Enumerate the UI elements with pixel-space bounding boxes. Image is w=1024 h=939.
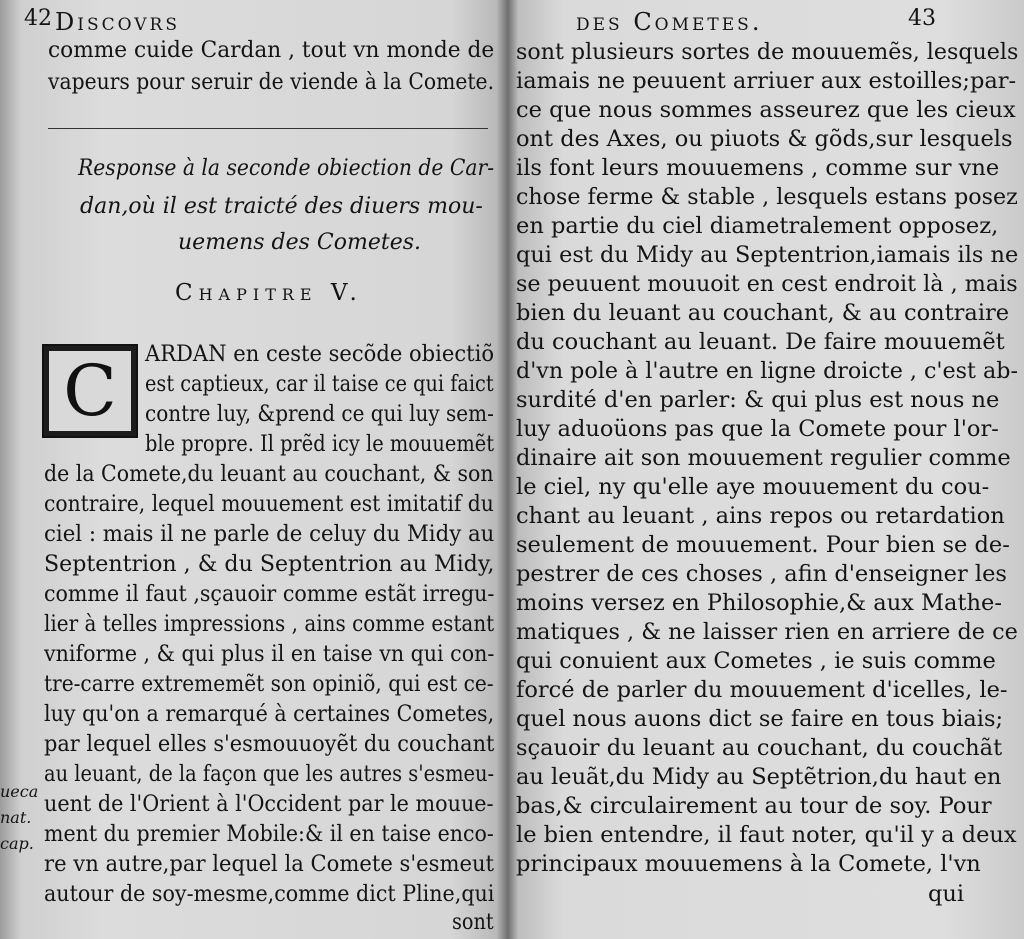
text-line: qui est du Midy au Septentrion,iamais ils ne	[516, 242, 1019, 268]
text-line: bas,& circulairement au tour de soy. Pour	[516, 793, 992, 819]
text-line: autour de soy-mesme,comme dict Pline,qui	[44, 881, 495, 907]
initial-letter: C	[49, 351, 131, 431]
running-head: des Cometes.	[576, 8, 763, 36]
catchword: sont	[452, 909, 494, 935]
right-page	[508, 0, 1024, 939]
text-line: vapeurs pour seruir de viende à la Comete.	[48, 69, 495, 95]
text-line: Septentrion , & du Septentrion au Midy,	[44, 551, 495, 577]
margin-note: nat.	[0, 808, 32, 827]
margin-note: cap.	[0, 834, 34, 853]
chapter-heading-line: dan,où il est traicté des diuers mou-	[80, 194, 483, 219]
text-line: matiques , & ne laisser rien en arriere de ce	[516, 619, 1018, 645]
text-line: quel nous auons dict se faire en tous biais;	[516, 706, 1004, 732]
section-rule	[48, 128, 488, 129]
left-page	[0, 0, 500, 939]
text-line: re vn autre,par lequel la Comete s'esmeut	[44, 851, 495, 877]
running-head: Discovrs	[55, 8, 180, 36]
text-line: chant au leuant , ains repos ou retardation	[516, 503, 1005, 529]
text-line: iamais ne peuuent arriuer aux estoilles;par-	[516, 68, 1017, 94]
text-line: tre-carre extrememẽt son opiniõ, qui est ce-	[44, 671, 494, 697]
text-line: luy qu'on a remarqué à certaines Cometes,	[44, 701, 495, 727]
text-line: surdité d'en parler: & qui plus est nous ne	[516, 387, 1000, 413]
text-line: par lequel elles s'esmouuoyẽt du couchant	[44, 731, 495, 757]
text-line: contraire, lequel mouuement est imitatif du	[44, 491, 494, 517]
text-line: qui conuient aux Cometes , ie suis comme	[516, 648, 996, 674]
text-line: moins versez en Philosophie,& aux Mathe-	[516, 590, 1002, 616]
text-line: ble propre. Il prẽd icy le mouuemẽt	[145, 431, 495, 457]
text-line: chose ferme & stable , lesquels estans posez	[516, 184, 1018, 210]
text-line: bien du leuant au couchant, & au contraire	[516, 300, 1010, 326]
text-line: uent de l'Orient à l'Occident par le mouue-	[44, 791, 494, 817]
text-line: est captieux, car il taise ce qui faict	[145, 371, 494, 397]
text-line: dinaire ait son mouuement regulier comme	[516, 445, 1011, 471]
text-line: de la Comete,du leuant au couchant, & son	[44, 461, 494, 487]
catchword: qui	[928, 881, 965, 907]
text-line: luy aduoüons pas que la Comete pour l'or-	[516, 416, 999, 442]
text-line: se peuuent mouuoit en cest endroit là , mais	[516, 271, 1018, 297]
text-line: comme il faut ,sçauoir comme estãt irregu-	[44, 581, 495, 607]
text-line: ce que nous sommes asseurez que les cieux	[516, 97, 1016, 123]
text-line: forcé de parler du mouuement d'icelles, le-	[516, 677, 1008, 703]
text-line: du couchant au leuant. De faire mouuemẽt	[516, 329, 1005, 355]
text-line: ciel : mais il ne parle de celuy du Midy au	[44, 521, 495, 547]
text-line: le bien entendre, il faut noter, qu'il y a deux	[516, 822, 1017, 848]
margin-note: ueca	[0, 782, 39, 801]
text-line: sçauoir du leuant au couchant, du couchãt	[516, 735, 1003, 761]
text-line: ment du premier Mobile:& il en taise enco-	[44, 821, 494, 847]
text-line: ont des Axes, ou piuots & gõds,sur lesquels	[516, 126, 1013, 152]
ornamental-initial	[42, 344, 138, 438]
chapter-heading-line: uemens des Cometes.	[178, 230, 422, 255]
text-line: ARDAN en ceste secõde obiectiõ	[145, 341, 495, 367]
page-number: 42	[24, 6, 52, 31]
text-line: au leuãt,du Midy au Septẽtrion,du haut en	[516, 764, 1002, 790]
text-line: principaux mouuemens à la Comete, l'vn	[516, 851, 981, 877]
text-line: contre luy, &prend ce qui luy sem-	[145, 401, 494, 427]
text-line: pestrer de ces choses , afin d'enseigner les	[516, 561, 1007, 587]
text-line: seulement de mouuement. Pour bien se de-	[516, 532, 1010, 558]
page-number: 43	[908, 6, 936, 31]
text-line: au leuant, de la façon que les autres s'esmeu-	[44, 761, 495, 787]
text-line: ils font leurs mouuemens , comme sur vne	[516, 155, 1000, 181]
text-line: comme cuide Cardan , tout vn monde de	[48, 37, 495, 63]
chapter-title: Chapitre V.	[175, 280, 363, 306]
text-line: le ciel, ny qu'elle aye mouuement du cou-	[516, 474, 990, 500]
text-line: sont plusieurs sortes de mouuemẽs, lesquels	[516, 39, 1019, 65]
text-line: vniforme , & qui plus il en taise vn qui con-	[44, 641, 495, 667]
chapter-heading-line: Response à la seconde obiection de Car-	[78, 156, 495, 181]
text-line: lier à telles impressions , ains comme estant	[44, 611, 495, 637]
text-line: en partie du ciel diametralement opposez,	[516, 213, 999, 239]
text-line: d'vn pole à l'autre en ligne droicte , c'est ab-	[516, 358, 1018, 384]
